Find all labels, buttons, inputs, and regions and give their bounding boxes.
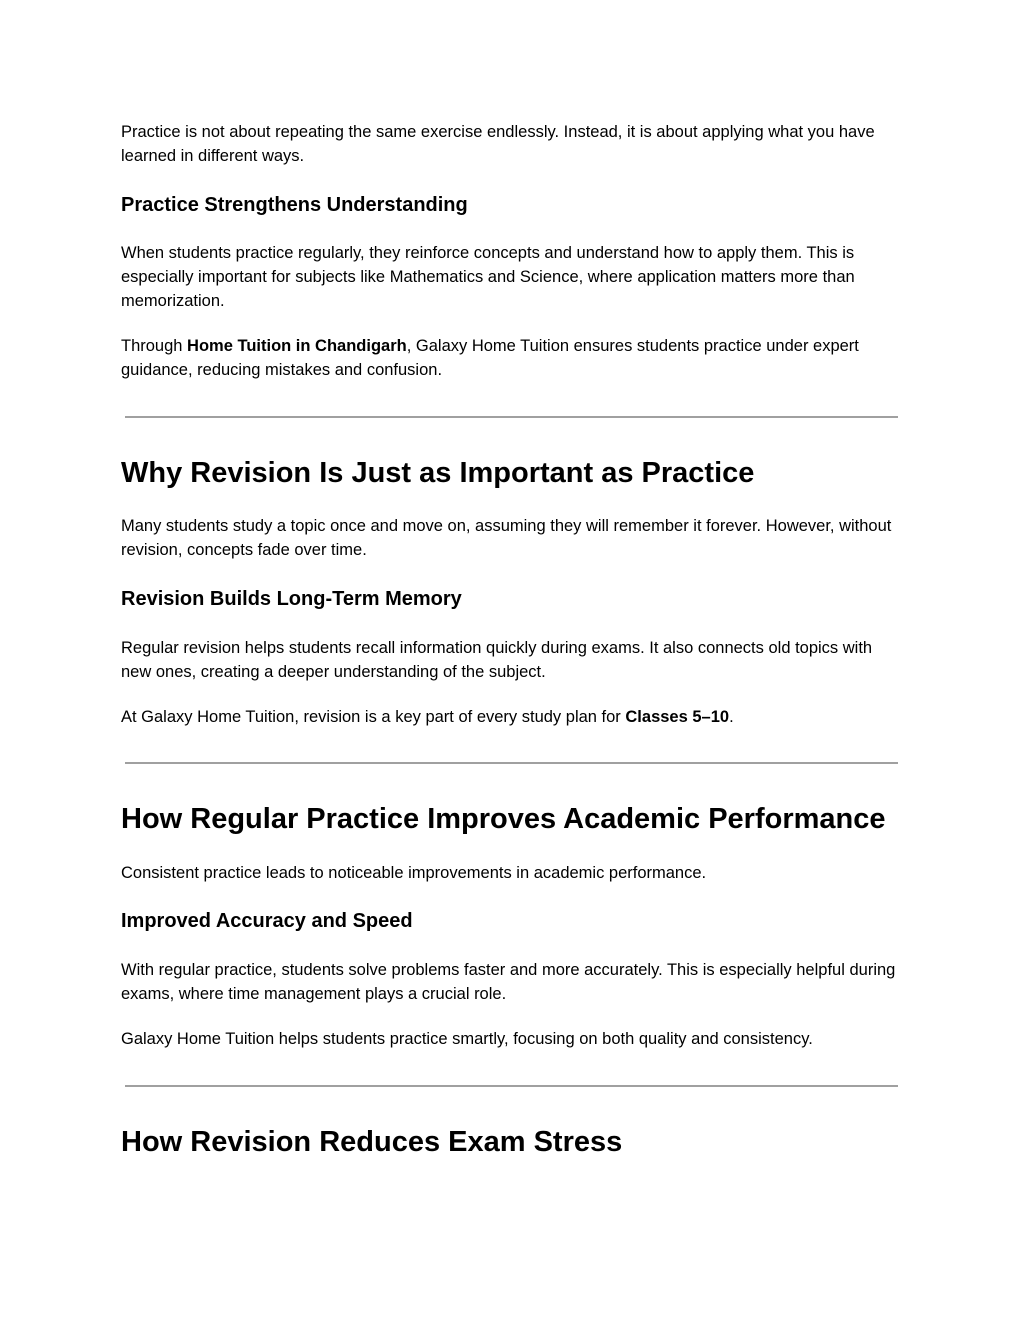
paragraph: Many students study a topic once and move on, assuming they will remember it forever. However, without revision, concepts fade over time.: [121, 517, 892, 559]
paragraph: [121, 705, 901, 729]
bold-text: Home Tuition in Chandigarh: [187, 337, 407, 355]
divider: [125, 762, 898, 764]
section-heading: Why Revision Is Just as Important as Practice: [121, 457, 755, 489]
paragraph: [121, 334, 901, 382]
section-heading: How Revision Reduces Exam Stress: [121, 1126, 623, 1158]
divider: [125, 416, 898, 418]
paragraph: Galaxy Home Tuition helps students practice smartly, focusing on both quality and consistency.: [121, 1030, 813, 1048]
text: Through: [121, 337, 188, 355]
section-heading: How Regular Practice Improves Academic Performance: [121, 803, 886, 835]
subheading: Revision Builds Long-Term Memory: [121, 588, 462, 610]
subheading: Improved Accuracy and Speed: [121, 910, 413, 932]
text: At Galaxy Home Tuition, revision is a key part of every study plan for: [121, 708, 626, 726]
bold-text: Classes 5–10: [625, 708, 730, 726]
subheading: Practice Strengthens Understanding: [121, 194, 468, 216]
paragraph: Regular revision helps students recall information quickly during exams. It also connects old topics with new ones, creating a deeper understanding of the subject.: [121, 639, 873, 681]
paragraph: Practice is not about repeating the same exercise endlessly. Instead, it is about applying what you have learned in different ways.: [121, 123, 875, 165]
paragraph: When students practice regularly, they reinforce concepts and understand how to apply them. This is especially important for subjects like Mathematics and Science, where application matters more than memorization.: [121, 244, 855, 310]
paragraph: Consistent practice leads to noticeable improvements in academic performance.: [121, 864, 707, 882]
paragraph: With regular practice, students solve problems faster and more accurately. This is especially helpful during exams, where time management plays a crucial role.: [121, 961, 896, 1003]
text: .: [729, 708, 734, 726]
divider: [125, 1085, 898, 1087]
text: , Galaxy Home Tuition ensures students practice under expert guidance, reducing mistakes and confusion.: [121, 337, 859, 379]
